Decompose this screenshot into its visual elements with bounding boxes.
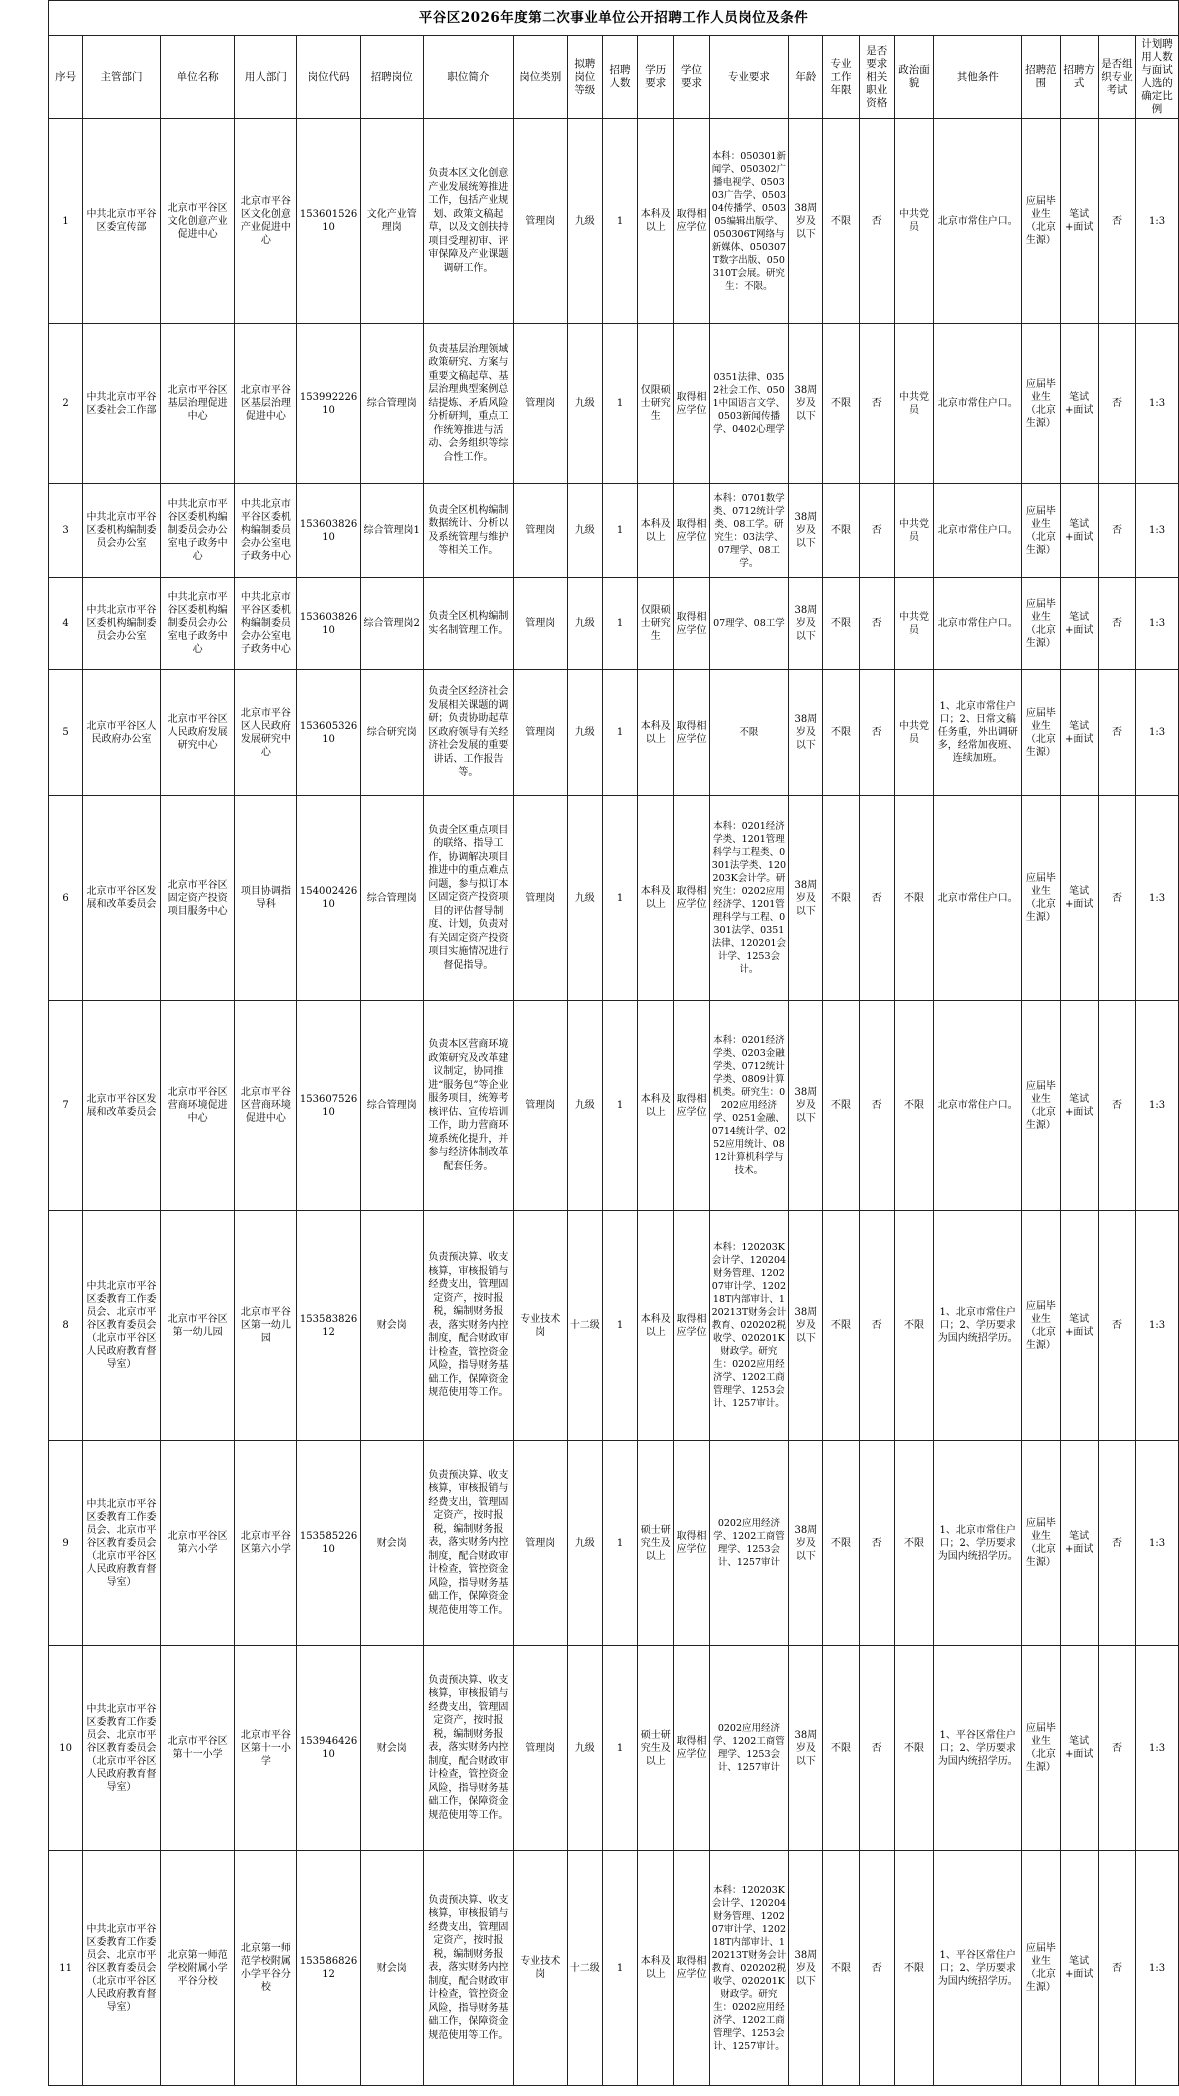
cell-recruit-scope[interactable]: 应届毕业生（北京生源） <box>1022 796 1060 1001</box>
cell-degree[interactable]: 取得相应学位 <box>674 1001 709 1211</box>
cell-row-number[interactable]: 2 <box>49 324 83 484</box>
cell-political-status[interactable]: 不限 <box>894 1851 933 2086</box>
cell-interview-ratio[interactable]: 1:3 <box>1136 324 1179 484</box>
cell-post-level[interactable]: 九级 <box>567 324 602 484</box>
cell-work-years[interactable]: 不限 <box>823 1646 859 1851</box>
cell-hire-count[interactable]: 1 <box>602 670 637 796</box>
cell-post-name[interactable]: 综合管理岗1 <box>360 484 423 578</box>
cell-post-code[interactable]: 15400242610 <box>297 796 360 1001</box>
cell-age[interactable]: 38周岁及以下 <box>789 1001 823 1211</box>
cell-supervising-dept[interactable]: 中共北京市平谷区委教育工作委员会、北京市平谷区教育委员会（北京市平谷区人民政府教育督导室） <box>83 1646 161 1851</box>
cell-post-code[interactable]: 15358682612 <box>297 1851 360 2086</box>
cell-other-conditions[interactable]: 北京市常住户口。 <box>934 484 1022 578</box>
cell-row-number[interactable]: 4 <box>49 578 83 670</box>
cell-work-years[interactable]: 不限 <box>823 1441 859 1646</box>
column-header-certificate[interactable]: 是否要求相关职业资格 <box>859 36 894 119</box>
cell-age[interactable]: 38周岁及以下 <box>789 578 823 670</box>
column-header-row-number[interactable]: 序号 <box>49 36 83 119</box>
cell-row-number[interactable]: 10 <box>49 1646 83 1851</box>
table-row <box>49 670 1179 796</box>
cell-recruit-method[interactable]: 笔试+面试 <box>1060 1851 1098 2086</box>
cell-work-years[interactable]: 不限 <box>823 578 859 670</box>
cell-professional-exam[interactable]: 否 <box>1098 1211 1135 1441</box>
cell-other-conditions[interactable]: 1、北京市常住户口；2、学历要求为国内统招学历。 <box>934 1211 1022 1441</box>
cell-post-name[interactable]: 财会岗 <box>360 1646 423 1851</box>
cell-hiring-dept[interactable]: 北京第一师范学校附属小学平谷分校 <box>235 1851 297 2086</box>
cell-certificate[interactable]: 否 <box>859 119 894 324</box>
cell-post-level[interactable]: 九级 <box>567 1001 602 1211</box>
cell-education[interactable]: 仅限硕士研究生 <box>638 578 674 670</box>
cell-job-intro[interactable]: 负责预决算、收支核算，审核报销与经费支出，管理固定资产，按时报税，编制财务报表，落实财务内控制度，配合财政审计检查，管控资金风险，指导财务基础工作，保障资金规范使用等工作。 <box>423 1211 513 1441</box>
cell-job-intro[interactable]: 负责预决算、收支核算，审核报销与经费支出，管理固定资产，按时报税，编制财务报表，落实财务内控制度，配合财政审计检查，管控资金风险，指导财务基础工作，保障资金规范使用等工作。 <box>423 1851 513 2086</box>
cell-other-conditions[interactable]: 1、北京市常住户口；2、日常文稿任务重，外出调研多，经常加夜班、连续加班。 <box>934 670 1022 796</box>
cell-work-years[interactable]: 不限 <box>823 1211 859 1441</box>
cell-hire-count[interactable]: 1 <box>602 1211 637 1441</box>
cell-degree[interactable]: 取得相应学位 <box>674 1851 709 2086</box>
cell-post-category[interactable]: 管理岗 <box>513 484 567 578</box>
cell-hire-count[interactable]: 1 <box>602 324 637 484</box>
cell-certificate[interactable]: 否 <box>859 796 894 1001</box>
cell-political-status[interactable]: 不限 <box>894 796 933 1001</box>
cell-other-conditions[interactable]: 1、北京市常住户口；2、学历要求为国内统招学历。 <box>934 1441 1022 1646</box>
cell-post-name[interactable]: 综合管理岗2 <box>360 578 423 670</box>
column-header-work-years[interactable]: 专业工作年限 <box>823 36 859 119</box>
cell-unit-name[interactable]: 中共北京市平谷区委机构编制委员会办公室电子政务中心 <box>160 578 235 670</box>
cell-supervising-dept[interactable]: 中共北京市平谷区委机构编制委员会办公室 <box>83 578 161 670</box>
cell-political-status[interactable]: 不限 <box>894 1001 933 1211</box>
cell-post-code[interactable]: 15358382612 <box>297 1211 360 1441</box>
cell-post-name[interactable]: 财会岗 <box>360 1211 423 1441</box>
cell-job-intro[interactable]: 负责本区营商环境政策研究及改革建议制定，协同推进“服务包”等企业服务项目，统筹考核评估、宣传培训工作，助力营商环境系统化提升，并参与经济体制改革配套任务。 <box>423 1001 513 1211</box>
cell-hiring-dept[interactable]: 北京市平谷区人民政府发展研究中心 <box>235 670 297 796</box>
cell-supervising-dept[interactable]: 北京市平谷区发展和改革委员会 <box>83 796 161 1001</box>
cell-post-category[interactable]: 管理岗 <box>513 324 567 484</box>
cell-unit-name[interactable]: 北京市平谷区营商环境促进中心 <box>160 1001 235 1211</box>
cell-recruit-scope[interactable]: 应届毕业生（北京生源） <box>1022 1211 1060 1441</box>
cell-interview-ratio[interactable]: 1:3 <box>1136 670 1179 796</box>
cell-certificate[interactable]: 否 <box>859 670 894 796</box>
cell-education[interactable]: 本科及以上 <box>638 119 674 324</box>
cell-interview-ratio[interactable]: 1:3 <box>1136 1646 1179 1851</box>
cell-hire-count[interactable]: 1 <box>602 1851 637 2086</box>
table-body <box>49 119 1179 2086</box>
cell-degree[interactable]: 取得相应学位 <box>674 796 709 1001</box>
cell-education[interactable]: 仅限硕士研究生 <box>638 324 674 484</box>
cell-hiring-dept[interactable]: 中共北京市平谷区委机构编制委员会办公室电子政务中心 <box>235 578 297 670</box>
cell-degree[interactable]: 取得相应学位 <box>674 1211 709 1441</box>
cell-hire-count[interactable]: 1 <box>602 1001 637 1211</box>
table-row <box>49 1646 1179 1851</box>
cell-political-status[interactable]: 中共党员 <box>894 119 933 324</box>
cell-hiring-dept[interactable]: 中共北京市平谷区委机构编制委员会办公室电子政务中心 <box>235 484 297 578</box>
cell-supervising-dept[interactable]: 中共北京市平谷区委机构编制委员会办公室 <box>83 484 161 578</box>
cell-degree[interactable]: 取得相应学位 <box>674 578 709 670</box>
cell-recruit-method[interactable]: 笔试+面试 <box>1060 324 1098 484</box>
cell-supervising-dept[interactable]: 中共北京市平谷区委教育工作委员会、北京市平谷区教育委员会（北京市平谷区人民政府教育督导室） <box>83 1211 161 1441</box>
cell-education[interactable]: 本科及以上 <box>638 670 674 796</box>
cell-age[interactable]: 38周岁及以下 <box>789 1441 823 1646</box>
cell-unit-name[interactable]: 中共北京市平谷区委机构编制委员会办公室电子政务中心 <box>160 484 235 578</box>
cell-major-requirement[interactable]: 07理学、08工学 <box>709 578 789 670</box>
cell-recruit-method[interactable]: 笔试+面试 <box>1060 1646 1098 1851</box>
cell-age[interactable]: 38周岁及以下 <box>789 1851 823 2086</box>
cell-post-category[interactable]: 管理岗 <box>513 1646 567 1851</box>
cell-row-number[interactable]: 1 <box>49 119 83 324</box>
cell-other-conditions[interactable]: 北京市常住户口。 <box>934 324 1022 484</box>
cell-unit-name[interactable]: 北京市平谷区人民政府发展研究中心 <box>160 670 235 796</box>
cell-row-number[interactable]: 6 <box>49 796 83 1001</box>
cell-recruit-scope[interactable]: 应届毕业生（北京生源） <box>1022 1646 1060 1851</box>
table-row <box>49 1211 1179 1441</box>
cell-other-conditions[interactable]: 1、平谷区常住户口；2、学历要求为国内统招学历。 <box>934 1646 1022 1851</box>
cell-political-status[interactable]: 不限 <box>894 1646 933 1851</box>
cell-hire-count[interactable]: 1 <box>602 119 637 324</box>
cell-interview-ratio[interactable]: 1:3 <box>1136 796 1179 1001</box>
cell-post-name[interactable]: 综合管理岗 <box>360 1001 423 1211</box>
cell-degree[interactable]: 取得相应学位 <box>674 1646 709 1851</box>
cell-unit-name[interactable]: 北京市平谷区固定资产投资项目服务中心 <box>160 796 235 1001</box>
cell-post-name[interactable]: 财会岗 <box>360 1441 423 1646</box>
cell-other-conditions[interactable]: 北京市常住户口。 <box>934 578 1022 670</box>
cell-supervising-dept[interactable]: 中共北京市平谷区委教育工作委员会、北京市平谷区教育委员会（北京市平谷区人民政府教育督导室） <box>83 1441 161 1646</box>
cell-certificate[interactable]: 否 <box>859 324 894 484</box>
cell-hire-count[interactable]: 1 <box>602 578 637 670</box>
cell-professional-exam[interactable]: 否 <box>1098 1851 1135 2086</box>
cell-certificate[interactable]: 否 <box>859 1211 894 1441</box>
cell-job-intro[interactable]: 负责全区经济社会发展相关课题的调研；负责协助起草区政府领导有关经济社会发展的重要讲话、工作报告等。 <box>423 670 513 796</box>
cell-post-name[interactable]: 财会岗 <box>360 1851 423 2086</box>
cell-post-category[interactable]: 管理岗 <box>513 1001 567 1211</box>
cell-recruit-method[interactable]: 笔试+面试 <box>1060 1441 1098 1646</box>
cell-education[interactable]: 硕士研究生及以上 <box>638 1441 674 1646</box>
cell-post-category[interactable]: 专业技术岗 <box>513 1211 567 1441</box>
table-row <box>49 1851 1179 2086</box>
cell-recruit-method[interactable]: 笔试+面试 <box>1060 484 1098 578</box>
cell-recruit-method[interactable]: 笔试+面试 <box>1060 119 1098 324</box>
cell-age[interactable]: 38周岁及以下 <box>789 1211 823 1441</box>
table-row <box>49 1001 1179 1211</box>
cell-interview-ratio[interactable]: 1:3 <box>1136 1211 1179 1441</box>
cell-major-requirement[interactable]: 0202应用经济学、1202工商管理学、1253会计、1257审计 <box>709 1441 789 1646</box>
cell-row-number[interactable]: 5 <box>49 670 83 796</box>
cell-post-code[interactable]: 15360532610 <box>297 670 360 796</box>
column-header-job-intro[interactable]: 职位简介 <box>423 36 513 119</box>
cell-post-name[interactable]: 综合研究岗 <box>360 670 423 796</box>
cell-post-category[interactable]: 专业技术岗 <box>513 1851 567 2086</box>
column-header-post-level[interactable]: 拟聘岗位等级 <box>567 36 602 119</box>
cell-interview-ratio[interactable]: 1:3 <box>1136 119 1179 324</box>
column-header-interview-ratio[interactable]: 计划聘用人数与面试人选的确定比例 <box>1136 36 1179 119</box>
cell-certificate[interactable]: 否 <box>859 1851 894 2086</box>
cell-work-years[interactable]: 不限 <box>823 484 859 578</box>
cell-professional-exam[interactable]: 否 <box>1098 119 1135 324</box>
cell-supervising-dept[interactable]: 中共北京市平谷区委社会工作部 <box>83 324 161 484</box>
cell-professional-exam[interactable]: 否 <box>1098 670 1135 796</box>
cell-major-requirement[interactable]: 本科：0201经济学类、1201管理科学与工程类、0301法学类、120203K会计学。研究生：0202应用经济学、1201管理科学与工程、0301法学、0351法律、120201会计学、1253会计。 <box>709 796 789 1001</box>
column-header-unit-name[interactable]: 单位名称 <box>160 36 235 119</box>
cell-other-conditions[interactable]: 北京市常住户口。 <box>934 119 1022 324</box>
cell-education[interactable]: 本科及以上 <box>638 1211 674 1441</box>
header-row <box>49 36 1179 119</box>
cell-other-conditions[interactable]: 北京市常住户口。 <box>934 1001 1022 1211</box>
cell-supervising-dept[interactable]: 北京市平谷区发展和改革委员会 <box>83 1001 161 1211</box>
cell-unit-name[interactable]: 北京市平谷区第六小学 <box>160 1441 235 1646</box>
cell-hire-count[interactable]: 1 <box>602 1441 637 1646</box>
cell-unit-name[interactable]: 北京市平谷区基层治理促进中心 <box>160 324 235 484</box>
cell-recruit-scope[interactable]: 应届毕业生（北京生源） <box>1022 1851 1060 2086</box>
cell-professional-exam[interactable]: 否 <box>1098 578 1135 670</box>
column-header-other-conditions[interactable]: 其他条件 <box>934 36 1022 119</box>
cell-education[interactable]: 本科及以上 <box>638 1001 674 1211</box>
cell-recruit-method[interactable]: 笔试+面试 <box>1060 578 1098 670</box>
cell-post-level[interactable]: 十二级 <box>567 1851 602 2086</box>
cell-political-status[interactable]: 不限 <box>894 1441 933 1646</box>
cell-major-requirement[interactable]: 本科：0201经济学类、0203金融学类、0712统计学类、0809计算机类。研究生：0202应用经济学、0251金融、0714统计学、0252应用统计、0812计算机科学与技术。 <box>709 1001 789 1211</box>
cell-hiring-dept[interactable]: 北京市平谷区基层治理促进中心 <box>235 324 297 484</box>
cell-hiring-dept[interactable]: 项目协调指导科 <box>235 796 297 1001</box>
cell-hire-count[interactable]: 1 <box>602 796 637 1001</box>
cell-hiring-dept[interactable]: 北京市平谷区营商环境促进中心 <box>235 1001 297 1211</box>
cell-major-requirement[interactable]: 本科：120203K会计学、120204财务管理、120207审计学、120218T内部审计、120213T财务会计教育、020202税收学、020201K财政学。研究生：0202应用经济学、1202工商管理学、1253会计、1257审计。 <box>709 1851 789 2086</box>
cell-political-status[interactable]: 中共党员 <box>894 670 933 796</box>
cell-hiring-dept[interactable]: 北京市平谷区文化创意产业促进中心 <box>235 119 297 324</box>
cell-post-category[interactable]: 管理岗 <box>513 670 567 796</box>
cell-row-number[interactable]: 7 <box>49 1001 83 1211</box>
cell-post-name[interactable]: 综合管理岗 <box>360 324 423 484</box>
cell-supervising-dept[interactable]: 中共北京市平谷区委教育工作委员会、北京市平谷区教育委员会（北京市平谷区人民政府教育督导室） <box>83 1851 161 2086</box>
cell-education[interactable]: 本科及以上 <box>638 484 674 578</box>
cell-political-status[interactable]: 中共党员 <box>894 484 933 578</box>
table-row <box>49 119 1179 324</box>
cell-recruit-scope[interactable]: 应届毕业生（北京生源） <box>1022 324 1060 484</box>
cell-degree[interactable]: 取得相应学位 <box>674 670 709 796</box>
column-header-professional-exam[interactable]: 是否组织专业考试 <box>1098 36 1135 119</box>
cell-other-conditions[interactable]: 北京市常住户口。 <box>934 796 1022 1001</box>
cell-job-intro[interactable]: 负责全区机构编制数据统计、分析以及系统管理与维护等相关工作。 <box>423 484 513 578</box>
cell-unit-name[interactable]: 北京市平谷区第十一小学 <box>160 1646 235 1851</box>
cell-certificate[interactable]: 否 <box>859 1001 894 1211</box>
cell-post-level[interactable]: 九级 <box>567 796 602 1001</box>
cell-professional-exam[interactable]: 否 <box>1098 1441 1135 1646</box>
cell-age[interactable]: 38周岁及以下 <box>789 484 823 578</box>
cell-post-name[interactable]: 文化产业管理岗 <box>360 119 423 324</box>
column-header-degree[interactable]: 学位要求 <box>674 36 709 119</box>
column-header-recruit-scope[interactable]: 招聘范围 <box>1022 36 1060 119</box>
cell-work-years[interactable]: 不限 <box>823 670 859 796</box>
cell-work-years[interactable]: 不限 <box>823 796 859 1001</box>
cell-row-number[interactable]: 8 <box>49 1211 83 1441</box>
cell-row-number[interactable]: 9 <box>49 1441 83 1646</box>
cell-unit-name[interactable]: 北京第一师范学校附属小学平谷分校 <box>160 1851 235 2086</box>
cell-job-intro[interactable]: 负责基层治理领域政策研究、方案与重要文稿起草、基层治理典型案例总结提炼、矛盾风险分析研判，重点工作统筹推进与活动、会务组织等综合性工作。 <box>423 324 513 484</box>
cell-age[interactable]: 38周岁及以下 <box>789 796 823 1001</box>
cell-job-intro[interactable]: 负责本区文化创意产业发展统筹推进工作，包括产业规划、政策文稿起草，以及文创扶持项目受理初审、评审保障及产业课题调研工作。 <box>423 119 513 324</box>
cell-post-category[interactable]: 管理岗 <box>513 796 567 1001</box>
cell-recruit-scope[interactable]: 应届毕业生（北京生源） <box>1022 119 1060 324</box>
column-header-major-requirement[interactable]: 专业要求 <box>709 36 789 119</box>
column-header-political-status[interactable]: 政治面貌 <box>894 36 933 119</box>
recruitment-table <box>48 0 1179 2086</box>
column-header-recruit-method[interactable]: 招聘方式 <box>1060 36 1098 119</box>
cell-post-category[interactable]: 管理岗 <box>513 1441 567 1646</box>
cell-recruit-scope[interactable]: 应届毕业生（北京生源） <box>1022 670 1060 796</box>
cell-political-status[interactable]: 不限 <box>894 1211 933 1441</box>
cell-major-requirement[interactable]: 本科：120203K会计学、120204财务管理、120207审计学、120218T内部审计、120213T财务会计教育、020202税收学、020201K财政学。研究生：0202应用经济学、1202工商管理学、1253会计、1257审计。 <box>709 1211 789 1441</box>
cell-professional-exam[interactable]: 否 <box>1098 1001 1135 1211</box>
cell-major-requirement[interactable]: 0202应用经济学、1202工商管理学、1253会计、1257审计 <box>709 1646 789 1851</box>
cell-hiring-dept[interactable]: 北京市平谷区第十一小学 <box>235 1646 297 1851</box>
cell-education[interactable]: 硕士研究生及以上 <box>638 1646 674 1851</box>
column-header-hire-count[interactable]: 招聘人数 <box>602 36 637 119</box>
cell-post-level[interactable]: 九级 <box>567 484 602 578</box>
cell-work-years[interactable]: 不限 <box>823 324 859 484</box>
cell-post-code[interactable]: 15360752610 <box>297 1001 360 1211</box>
cell-post-code[interactable]: 15360152610 <box>297 119 360 324</box>
table-row <box>49 578 1179 670</box>
cell-age[interactable]: 38周岁及以下 <box>789 1646 823 1851</box>
cell-hiring-dept[interactable]: 北京市平谷区第一幼儿园 <box>235 1211 297 1441</box>
cell-post-level[interactable]: 九级 <box>567 1646 602 1851</box>
cell-interview-ratio[interactable]: 1:3 <box>1136 1441 1179 1646</box>
page-title: 平谷区2026年度第二次事业单位公开招聘工作人员岗位及条件 <box>49 1 1179 36</box>
cell-certificate[interactable]: 否 <box>859 578 894 670</box>
cell-political-status[interactable]: 中共党员 <box>894 578 933 670</box>
cell-recruit-method[interactable]: 笔试+面试 <box>1060 1211 1098 1441</box>
table-row <box>49 324 1179 484</box>
cell-professional-exam[interactable]: 否 <box>1098 796 1135 1001</box>
cell-recruit-scope[interactable]: 应届毕业生（北京生源） <box>1022 578 1060 670</box>
cell-major-requirement[interactable]: 本科：050301新闻学、050302广播电视学、050303广告学、050304传播学、050305编辑出版学、050306T网络与新媒体、050307T数字出版、050310T会展。研究生：不限。 <box>709 119 789 324</box>
cell-post-level[interactable]: 九级 <box>567 578 602 670</box>
cell-education[interactable]: 本科及以上 <box>638 796 674 1001</box>
cell-post-level[interactable]: 九级 <box>567 1441 602 1646</box>
cell-interview-ratio[interactable]: 1:3 <box>1136 1851 1179 2086</box>
cell-post-code[interactable]: 15399222610 <box>297 324 360 484</box>
cell-degree[interactable]: 取得相应学位 <box>674 1441 709 1646</box>
cell-other-conditions[interactable]: 1、平谷区常住户口；2、学历要求为国内统招学历。 <box>934 1851 1022 2086</box>
cell-work-years[interactable]: 不限 <box>823 1001 859 1211</box>
cell-hire-count[interactable]: 1 <box>602 1646 637 1851</box>
table-row <box>49 796 1179 1001</box>
cell-major-requirement[interactable]: 本科：0701数学类、0712统计学类、08工学。研究生：03法学、07理学、08工学。 <box>709 484 789 578</box>
cell-certificate[interactable]: 否 <box>859 1646 894 1851</box>
column-header-post-code[interactable]: 岗位代码 <box>297 36 360 119</box>
cell-post-name[interactable]: 综合管理岗 <box>360 796 423 1001</box>
cell-recruit-method[interactable]: 笔试+面试 <box>1060 670 1098 796</box>
cell-row-number[interactable]: 11 <box>49 1851 83 2086</box>
column-header-education[interactable]: 学历要求 <box>638 36 674 119</box>
cell-post-level[interactable]: 九级 <box>567 670 602 796</box>
cell-unit-name[interactable]: 北京市平谷区第一幼儿园 <box>160 1211 235 1441</box>
cell-degree[interactable]: 取得相应学位 <box>674 119 709 324</box>
cell-recruit-method[interactable]: 笔试+面试 <box>1060 1001 1098 1211</box>
cell-interview-ratio[interactable]: 1:3 <box>1136 1001 1179 1211</box>
cell-post-level[interactable]: 十二级 <box>567 1211 602 1441</box>
cell-professional-exam[interactable]: 否 <box>1098 1646 1135 1851</box>
cell-age[interactable]: 38周岁及以下 <box>789 119 823 324</box>
cell-recruit-scope[interactable]: 应届毕业生（北京生源） <box>1022 1441 1060 1646</box>
cell-row-number[interactable]: 3 <box>49 484 83 578</box>
cell-age[interactable]: 38周岁及以下 <box>789 324 823 484</box>
cell-work-years[interactable]: 不限 <box>823 119 859 324</box>
cell-degree[interactable]: 取得相应学位 <box>674 484 709 578</box>
cell-professional-exam[interactable]: 否 <box>1098 484 1135 578</box>
cell-job-intro[interactable]: 负责全区重点项目的联络、指导工作，协调解决项目推进中的重点难点问题，参与拟订本区固定资产投资项目的评估督导制度、计划，负责对有关固定资产投资项目实施情况进行督促指导。 <box>423 796 513 1001</box>
column-header-age[interactable]: 年龄 <box>789 36 823 119</box>
cell-interview-ratio[interactable]: 1:3 <box>1136 578 1179 670</box>
cell-major-requirement[interactable]: 0351法律、0352社会工作、0501中国语言文学、0503新闻传播学、0402心理学 <box>709 324 789 484</box>
cell-degree[interactable]: 取得相应学位 <box>674 324 709 484</box>
cell-unit-name[interactable]: 北京市平谷区文化创意产业促进中心 <box>160 119 235 324</box>
cell-post-code[interactable]: 15360382610 <box>297 578 360 670</box>
cell-post-code[interactable]: 15360382610 <box>297 484 360 578</box>
table-row <box>49 1441 1179 1646</box>
cell-supervising-dept[interactable]: 中共北京市平谷区委宣传部 <box>83 119 161 324</box>
cell-post-category[interactable]: 管理岗 <box>513 578 567 670</box>
cell-supervising-dept[interactable]: 北京市平谷区人民政府办公室 <box>83 670 161 796</box>
cell-certificate[interactable]: 否 <box>859 1441 894 1646</box>
cell-job-intro[interactable]: 负责预决算、收支核算，审核报销与经费支出，管理固定资产，按时报税，编制财务报表，落实财务内控制度，配合财政审计检查，管控资金风险，指导财务基础工作，保障资金规范使用等工作。 <box>423 1441 513 1646</box>
cell-hire-count[interactable]: 1 <box>602 484 637 578</box>
cell-post-code[interactable]: 15394642610 <box>297 1646 360 1851</box>
cell-job-intro[interactable]: 负责全区机构编制实名制管理工作。 <box>423 578 513 670</box>
cell-interview-ratio[interactable]: 1:3 <box>1136 484 1179 578</box>
cell-major-requirement[interactable]: 不限 <box>709 670 789 796</box>
cell-recruit-scope[interactable]: 应届毕业生（北京生源） <box>1022 1001 1060 1211</box>
cell-recruit-method[interactable]: 笔试+面试 <box>1060 796 1098 1001</box>
cell-post-category[interactable]: 管理岗 <box>513 119 567 324</box>
cell-job-intro[interactable]: 负责预决算、收支核算，审核报销与经费支出，管理固定资产，按时报税，编制财务报表，落实财务内控制度，配合财政审计检查，管控资金风险，指导财务基础工作，保障资金规范使用等工作。 <box>423 1646 513 1851</box>
cell-education[interactable]: 本科及以上 <box>638 1851 674 2086</box>
cell-recruit-scope[interactable]: 应届毕业生（北京生源） <box>1022 484 1060 578</box>
column-header-hiring-dept[interactable]: 用人部门 <box>235 36 297 119</box>
table-row <box>49 484 1179 578</box>
column-header-post-category[interactable]: 岗位类别 <box>513 36 567 119</box>
cell-age[interactable]: 38周岁及以下 <box>789 670 823 796</box>
column-header-post-name[interactable]: 招聘岗位 <box>360 36 423 119</box>
cell-post-code[interactable]: 15358522610 <box>297 1441 360 1646</box>
cell-certificate[interactable]: 否 <box>859 484 894 578</box>
cell-post-level[interactable]: 九级 <box>567 119 602 324</box>
cell-work-years[interactable]: 不限 <box>823 1851 859 2086</box>
column-header-supervising-dept[interactable]: 主管部门 <box>83 36 161 119</box>
cell-professional-exam[interactable]: 否 <box>1098 324 1135 484</box>
cell-political-status[interactable]: 中共党员 <box>894 324 933 484</box>
cell-hiring-dept[interactable]: 北京市平谷区第六小学 <box>235 1441 297 1646</box>
